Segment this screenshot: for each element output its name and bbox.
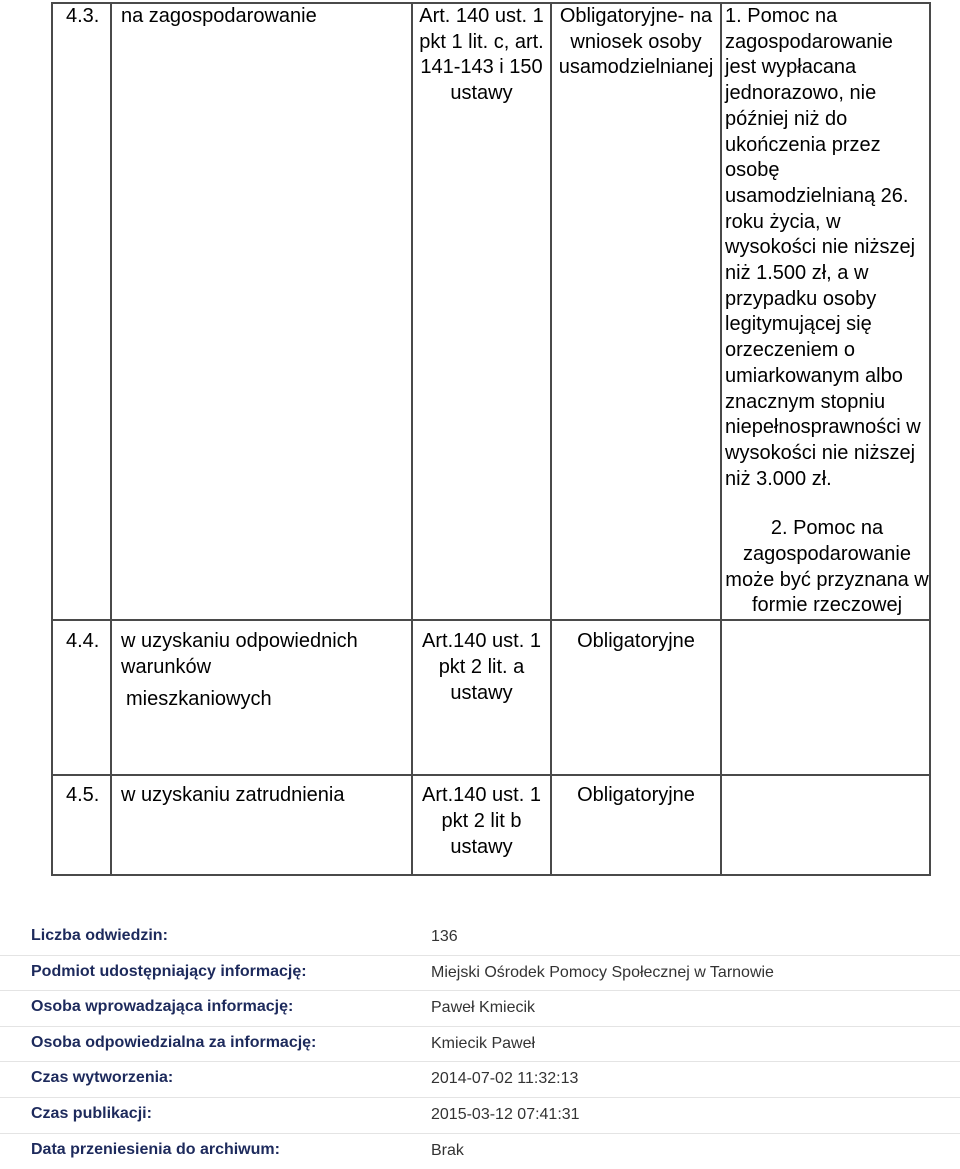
meta-label: Czas publikacji: [31,1104,152,1122]
row-name [111,620,412,775]
meta-row-created [0,1062,960,1098]
row-type: Obligatoryjne [551,775,721,875]
meta-row-archived [0,1134,960,1169]
table-row-4-5 [52,775,930,875]
meta-label: Data przeniesienia do archiwum: [31,1140,280,1158]
meta-row-publisher [0,956,960,992]
meta-value: 2015-03-12 07:41:31 [431,1105,580,1123]
meta-row-published [0,1098,960,1134]
meta-row-responsible [0,1027,960,1063]
meta-label: Czas wytworzenia: [31,1069,174,1087]
meta-row-visits [0,920,960,956]
table-row-4-3 [52,3,930,620]
meta-value: 136 [431,928,458,945]
meta-value: Kmiecik Paweł [431,1034,536,1052]
meta-label: Liczba odwiedzin: [31,927,168,944]
services-table [51,2,931,876]
row-name: na zagospodarowanie [111,3,412,620]
meta-label: Podmiot udostępniający informację: [31,962,307,980]
table-row-4-4 [52,620,930,775]
meta-row-entered-by [0,991,960,1027]
metadata-section [0,920,960,1169]
meta-label: Osoba wprowadzająca informację: [31,998,294,1016]
notes-paragraph-1: 1. Pomoc na zagospodarowanie jest wypłacana jednorazowo, nie później niż do ukończenia przez osobę usamodzielnianą 26. roku życia, w wysokości nie niższej niż 1.500 zł, a w przypadku osoby legitymującej się orzeczeniem o umiarkowanym albo znacznym stopniu niepełnosprawności w wysokości nie niższej niż 3.000 zł. [725,5,921,490]
row-name-line-2: mieszkaniowych [126,687,272,710]
row-number: 4.3. [52,3,111,620]
row-number: 4.4. [52,620,111,775]
row-legal-basis: Art.140 ust. 1 pkt 2 lit. a ustawy [412,620,551,775]
row-type: Obligatoryjne- na wniosek osoby usamodzielnianej [551,3,721,620]
meta-value: Brak [431,1141,464,1159]
row-notes [721,775,930,875]
row-legal-basis: Art.140 ust. 1 pkt 2 lit b ustawy [412,775,551,875]
meta-label: Osoba odpowiedzialna za informację: [31,1033,317,1051]
meta-value: Paweł Kmiecik [431,999,536,1017]
row-notes [721,620,930,775]
meta-value: 2014-07-02 11:32:13 [431,1070,579,1088]
row-legal-basis: Art. 140 ust. 1 pkt 1 lit. c, art. 141-143 i 150 ustawy [412,3,551,620]
row-type: Obligatoryjne [551,620,721,775]
row-notes [721,3,930,620]
meta-value: Miejski Ośrodek Pomocy Społecznej w Tarnowie [431,963,774,981]
row-name-line-1: w uzyskaniu odpowiednich warunków [121,630,358,678]
row-name: w uzyskaniu zatrudnienia [111,775,412,875]
row-number: 4.5. [52,775,111,875]
notes-paragraph-2: 2. Pomoc na zagospodarowanie może być przyznana w formie rzeczowej [725,517,929,617]
